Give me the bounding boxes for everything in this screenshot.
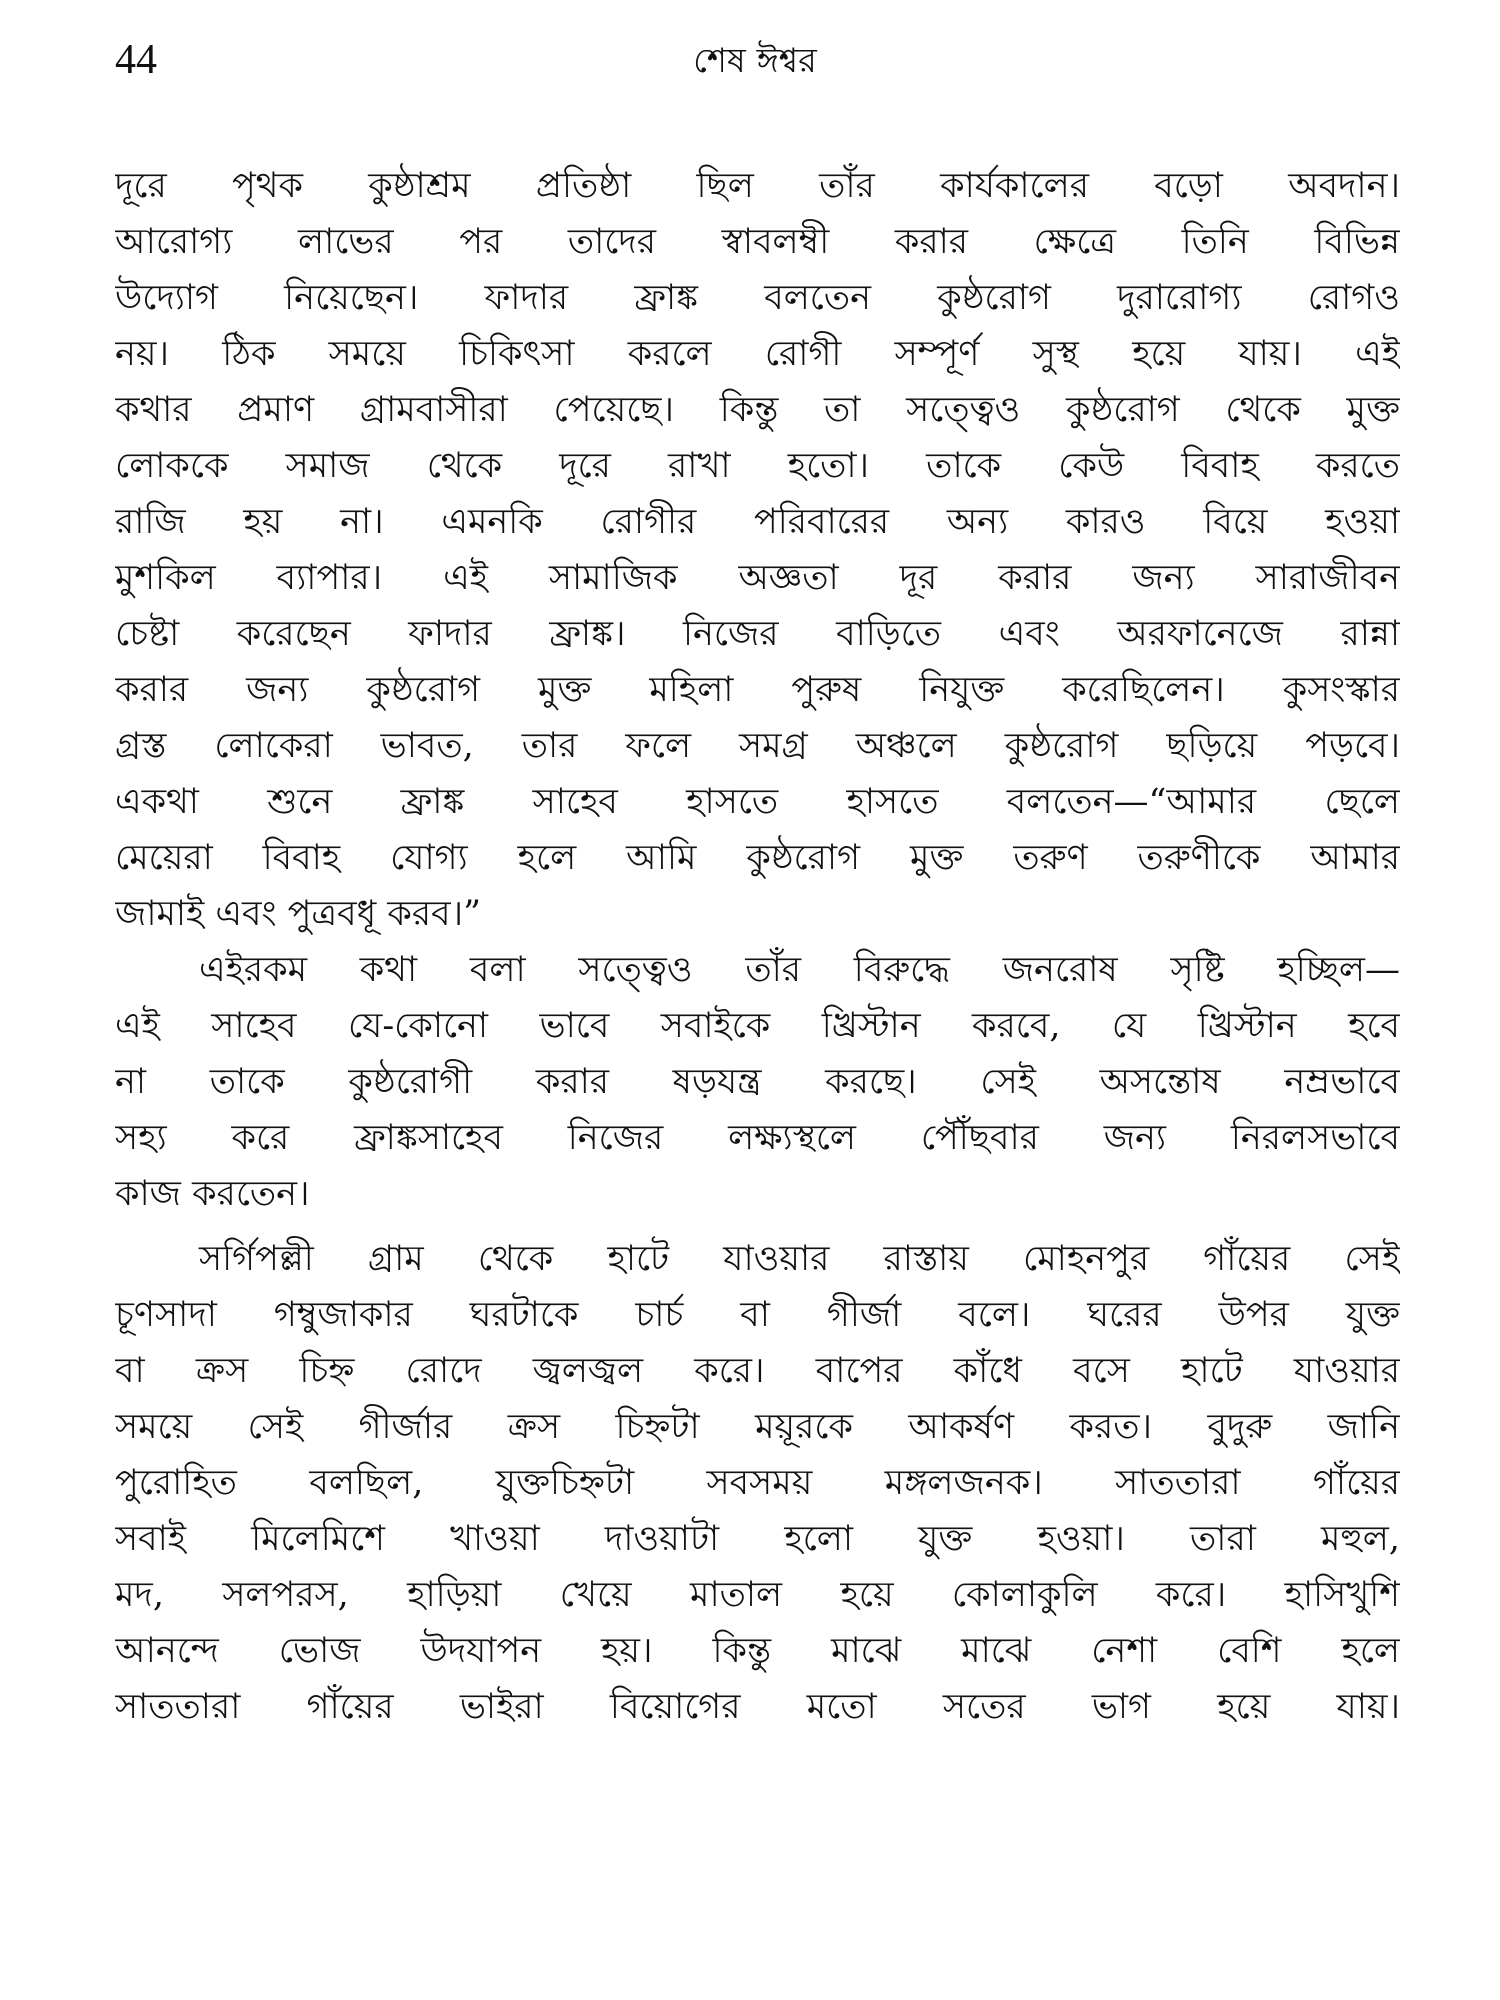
text-line: চূণসাদা গম্বুজাকার ঘরটাকে চার্চ বা গীর্জা বলে। ঘরের উপর যুক্ত [115, 1295, 1400, 1335]
text-line: মদ, সলপরস, হাড়িয়া খেয়ে মাতাল হয়ে কোলাকুলি করে। হাসিখুশি [115, 1575, 1400, 1615]
body-text [115, 158, 1400, 1735]
page-header [115, 30, 1395, 90]
text-line: সবাই মিলেমিশে খাওয়া দাওয়াটা হলো যুক্ত হওয়া। তারা মহুল, [115, 1519, 1400, 1559]
page-number: 44 [115, 37, 157, 83]
text-line: করার জন্য কুষ্ঠরোগ মুক্ত মহিলা পুরুষ নিযুক্ত করেছিলেন। কুসংস্কার [115, 670, 1400, 710]
text-line: জামাই এবং পুত্রবধূ করব।” [115, 894, 481, 934]
text-line: আরোগ্য লাভের পর তাদের স্বাবলম্বী করার ক্ষেত্রে তিনি বিভিন্ন [115, 222, 1400, 262]
text-line: সহ্য করে ফ্রাঙ্কসাহেব নিজের লক্ষ্যস্থলে পৌঁছবার জন্য নিরলসভাবে [115, 1118, 1400, 1158]
text-line: মুশকিল ব্যাপার। এই সামাজিক অজ্ঞতা দূর করার জন্য সারাজীবন [115, 558, 1400, 598]
text-line: এইরকম কথা বলা সত্ত্বেও তাঁর বিরুদ্ধে জনরোষ সৃষ্টি হচ্ছিল— [199, 950, 1400, 990]
text-line: দূরে পৃথক কুষ্ঠাশ্রম প্রতিষ্ঠা ছিল তাঁর কার্যকালের বড়ো অবদান। [115, 166, 1400, 206]
text-line: বা ক্রস চিহ্ন রোদে জ্বলজ্বল করে। বাপের কাঁধে বসে হাটে যাওয়ার [115, 1351, 1400, 1391]
paragraph-gap [115, 1222, 1400, 1231]
text-line: উদ্যোগ নিয়েছেন। ফাদার ফ্রাঙ্ক বলতেন কুষ্ঠরোগ দুরারোগ্য রোগও [115, 278, 1400, 318]
text-line: নয়। ঠিক সময়ে চিকিৎসা করলে রোগী সম্পূর্ণ সুস্থ হয়ে যায়। এই [115, 334, 1400, 374]
text-line: চেষ্টা করেছেন ফাদার ফ্রাঙ্ক। নিজের বাড়িতে এবং অরফানেজে রান্না [115, 614, 1400, 654]
text-line: সময়ে সেই গীর্জার ক্রস চিহ্নটা ময়ূরকে আকর্ষণ করত। বুদুরু জানি [115, 1407, 1400, 1447]
text-line: মেয়েরা বিবাহ যোগ্য হলে আমি কুষ্ঠরোগ মুক্ত তরুণ তরুণীকে আমার [115, 838, 1400, 878]
text-line: এই সাহেব যে-কোনো ভাবে সবাইকে খ্রিস্টান করবে, যে খ্রিস্টান হবে [115, 1006, 1400, 1046]
text-line: পুরোহিত বলছিল, যুক্তচিহ্নটা সবসময় মঙ্গলজনক। সাততারা গাঁয়ের [115, 1463, 1400, 1503]
running-title: শেষ ঈশ্বর [693, 41, 817, 81]
text-line: কথার প্রমাণ গ্রামবাসীরা পেয়েছে। কিন্তু তা সত্ত্বেও কুষ্ঠরোগ থেকে মুক্ত [115, 390, 1400, 430]
text-line: আনন্দে ভোজ উদযাপন হয়। কিন্তু মাঝে মাঝে নেশা বেশি হলে [115, 1631, 1400, 1671]
text-line: গ্রস্ত লোকেরা ভাবত, তার ফলে সমগ্র অঞ্চলে কুষ্ঠরোগ ছড়িয়ে পড়বে। [115, 726, 1400, 766]
text-line: লোককে সমাজ থেকে দূরে রাখা হতো। তাকে কেউ বিবাহ করতে [115, 446, 1400, 486]
text-line: রাজি হয় না। এমনকি রোগীর পরিবারের অন্য কারও বিয়ে হওয়া [115, 502, 1400, 542]
text-line: সাততারা গাঁয়ের ভাইরা বিয়োগের মতো সতের ভাগ হয়ে যায়। [115, 1687, 1400, 1727]
text-line: সর্গিপল্লী গ্রাম থেকে হাটে যাওয়ার রাস্তায় মোহনপুর গাঁয়ের সেই [199, 1239, 1400, 1279]
text-line: একথা শুনে ফ্রাঙ্ক সাহেব হাসতে হাসতে বলতেন—“আমার ছেলে [115, 782, 1400, 822]
text-line: কাজ করতেন। [115, 1174, 310, 1214]
text-line: না তাকে কুষ্ঠরোগী করার ষড়যন্ত্র করছে। সেই অসন্তোষ নম্রভাবে [115, 1062, 1400, 1102]
